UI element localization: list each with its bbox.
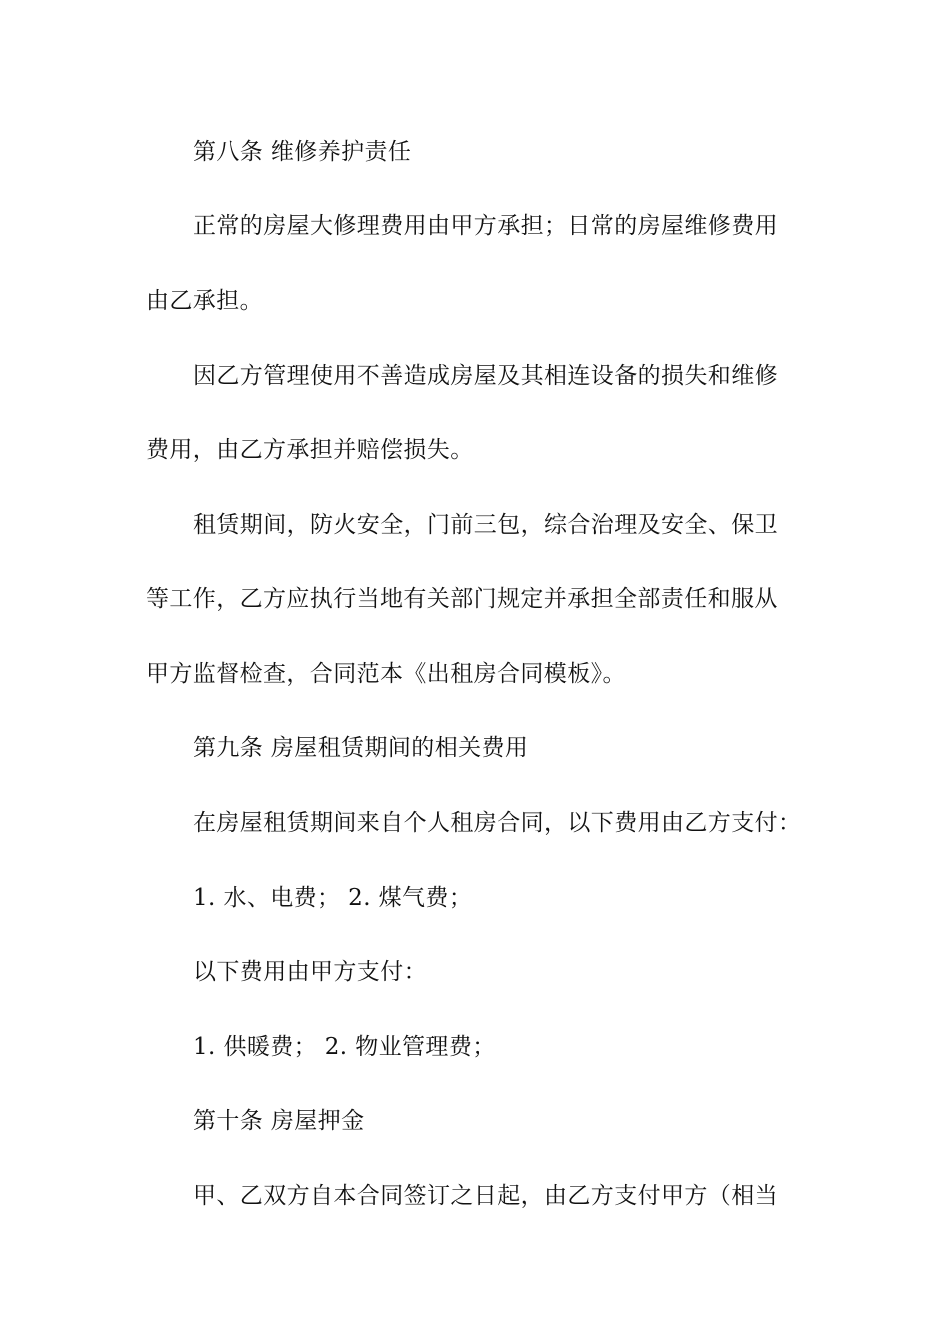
list-line: 1. 供暖费； 2. 物业管理费； [193, 1034, 496, 1060]
paragraph-line: 由乙承担。 [146, 288, 263, 314]
paragraph-line: 在房屋租赁期间来自个人租房合同，以下费用由乙方支付： [193, 810, 802, 836]
paragraph-line: 费用，由乙方承担并赔偿损失。 [146, 437, 474, 463]
paragraph-line: 正常的房屋大修理费用由甲方承担；日常的房屋维修费用 [193, 213, 778, 239]
article-10-heading: 第十条 房屋押金 [193, 1108, 365, 1134]
paragraph-line: 因乙方管理使用不善造成房屋及其相连设备的损失和维修 [193, 363, 778, 389]
article-8-heading: 第八条 维修养护责任 [193, 139, 412, 165]
paragraph-line: 租赁期间，防火安全，门前三包，综合治理及安全、保卫 [193, 512, 778, 538]
paragraph-line: 以下费用由甲方支付： [193, 959, 427, 985]
article-9-heading: 第九条 房屋租赁期间的相关费用 [193, 735, 529, 761]
paragraph-line: 等工作，乙方应执行当地有关部门规定并承担全部责任和服从 [146, 586, 778, 612]
paragraph-line: 甲方监督检查，合同范本《出租房合同模板》。 [146, 661, 626, 687]
paragraph-line: 甲、乙双方自本合同签订之日起，由乙方支付甲方（相当 [193, 1183, 778, 1209]
list-line: 1. 水、电费； 2. 煤气费； [193, 885, 473, 911]
